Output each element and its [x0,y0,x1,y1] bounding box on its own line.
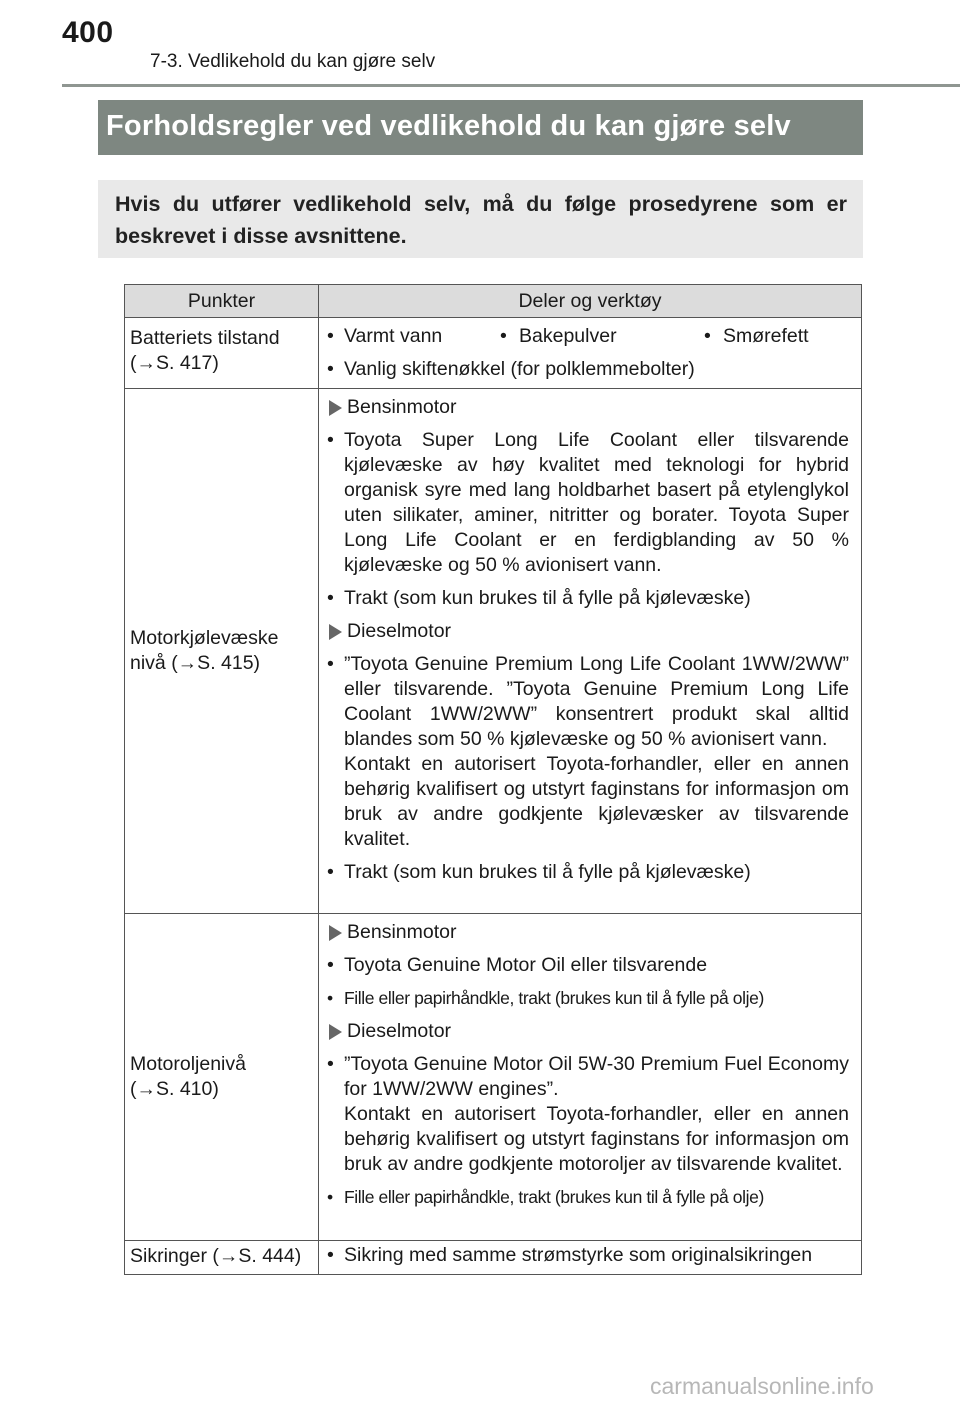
page-number: 400 [62,16,114,49]
bullet: • [327,358,334,380]
item-coolant-line1: Motorkjølevæske [130,627,279,649]
maintenance-table [124,284,862,1275]
header-divider [62,84,960,87]
oil-petrol-rag: Fille eller papirhåndkle, trakt (brukes kun til å fylle på olje) [344,988,764,1008]
list-item [325,1243,849,1268]
watermark: carmanualsonline.info [650,1373,874,1399]
column-header-items: Punkter [125,285,319,318]
item-battery-line1: Batteriets tilstand [130,327,280,349]
oil-diesel-rag: Fille eller papirhåndkle, trakt (brukes kun til å fylle på olje) [344,1187,764,1207]
bullet: • [327,861,334,883]
parts-fuses [319,1241,862,1275]
item-oil-line2: (→S. 410) [130,1078,219,1100]
parts-battery [319,318,862,389]
table-row-fuses [125,1241,862,1275]
title-bar [98,100,863,155]
item-coolant-line2: nivå (→S. 415) [130,652,261,674]
part-wrench: Vanlig skiftenøkkel (for polklemmebolter) [344,358,695,380]
oil-diesel-contact: Kontakt en autorisert Toyota-forhandler, eller en annen behørig kvalifisert og utstyrt faginstans for informasjon om bruk av andre godkjente motoroljer av tilsvarende kvalitet. [344,1103,849,1175]
bullet: • [327,954,334,976]
part-baking-soda: Bakepulver [519,325,617,347]
coolant-petrol-funnel: Trakt (som kun brukes til å fylle på kjølevæske) [344,587,751,609]
part-grease: Smørefett [723,325,809,347]
heading-petrol: Bensinmotor [325,920,849,945]
parts-coolant [319,389,862,914]
intro-box [98,180,863,258]
triangle-icon [329,1024,342,1040]
table-row-oil [125,914,862,1241]
heading-diesel: Dieselmotor [325,1019,849,1044]
coolant-diesel-funnel: Trakt (som kun brukes til å fylle på kjølevæske) [344,861,751,883]
page-header [62,16,960,86]
list-item [325,860,849,885]
list-item [325,652,849,852]
section-title: 7-3. Vedlikehold du kan gjøre selv [150,51,436,72]
bullet: • [327,325,334,347]
bullet: • [327,1244,334,1266]
heading-diesel: Dieselmotor [325,619,849,644]
coolant-petrol-product: Toyota Super Long Life Coolant eller tilsvarende kjølevæske av høy kvalitet med teknologi for hybrid organisk syre med lang holdbarhet basert på etylenglykol uten silikater, aminer, nitritter og borater. Toyota Super Long Life Coolant er en ferdigblanding av 50 % kjølevæske og 50 % avionisert vann. [344,429,849,576]
intro-text: Hvis du utfører vedlikehold selv, må du følge prosedyrene som er beskrevet i disse avsnittene. [115,192,847,248]
heading-petrol: Bensinmotor [325,395,849,420]
column-header-parts: Deler og verktøy [319,285,862,318]
list-item [325,986,849,1011]
battery-parts-row [325,324,849,349]
table-row-coolant [125,389,862,914]
parts-oil [319,914,862,1241]
table-header-row [125,285,862,318]
oil-petrol-product: Toyota Genuine Motor Oil eller tilsvarende [344,954,708,976]
item-coolant [125,389,319,914]
triangle-icon [329,925,342,941]
item-battery-line2: (→S. 417) [130,352,219,374]
list-item [325,586,849,611]
coolant-diesel-contact: Kontakt en autorisert Toyota-forhandler, eller en annen behørig kvalifisert og utstyrt faginstans for informasjon om bruk av andre godkjente kjølevæsker av tilsvarende kvalitet. [344,753,849,850]
item-battery [125,318,319,389]
triangle-icon [329,400,342,416]
item-oil-line1: Motoroljenivå [130,1053,246,1075]
bullet: • [500,325,507,347]
list-item [325,1185,849,1210]
list-item [325,428,849,578]
coolant-diesel-product: ”Toyota Genuine Premium Long Life Coolant 1WW/2WW” eller tilsvarende. ”Toyota Genuine Premium Long Life Coolant 1WW/2WW” konsentrert produkt skal alltid blandes som 50 % kjølevæske og 50 % avionisert vann. [344,653,849,750]
item-fuses: Sikringer (→S. 444) [125,1241,319,1275]
bullet: • [327,653,334,675]
item-oil [125,914,319,1241]
bullet: • [327,587,334,609]
bullet: • [327,1053,334,1075]
triangle-icon [329,624,342,640]
list-item [325,953,849,978]
table-row-battery [125,318,862,389]
oil-diesel-product: ”Toyota Genuine Motor Oil 5W-30 Premium Fuel Economy for 1WW/2WW engines”. [344,1053,849,1100]
part-fuse: Sikring med samme strømstyrke som originalsikringen [344,1244,813,1266]
part-warm-water: Varmt vann [344,325,443,347]
bullet: • [327,1187,333,1207]
bullet: • [704,325,711,347]
list-item [325,1052,849,1177]
bullet: • [327,988,333,1008]
list-item [325,357,849,382]
bullet: • [327,429,334,451]
page-title: Forholdsregler ved vedlikehold du kan gjøre selv [106,110,791,142]
